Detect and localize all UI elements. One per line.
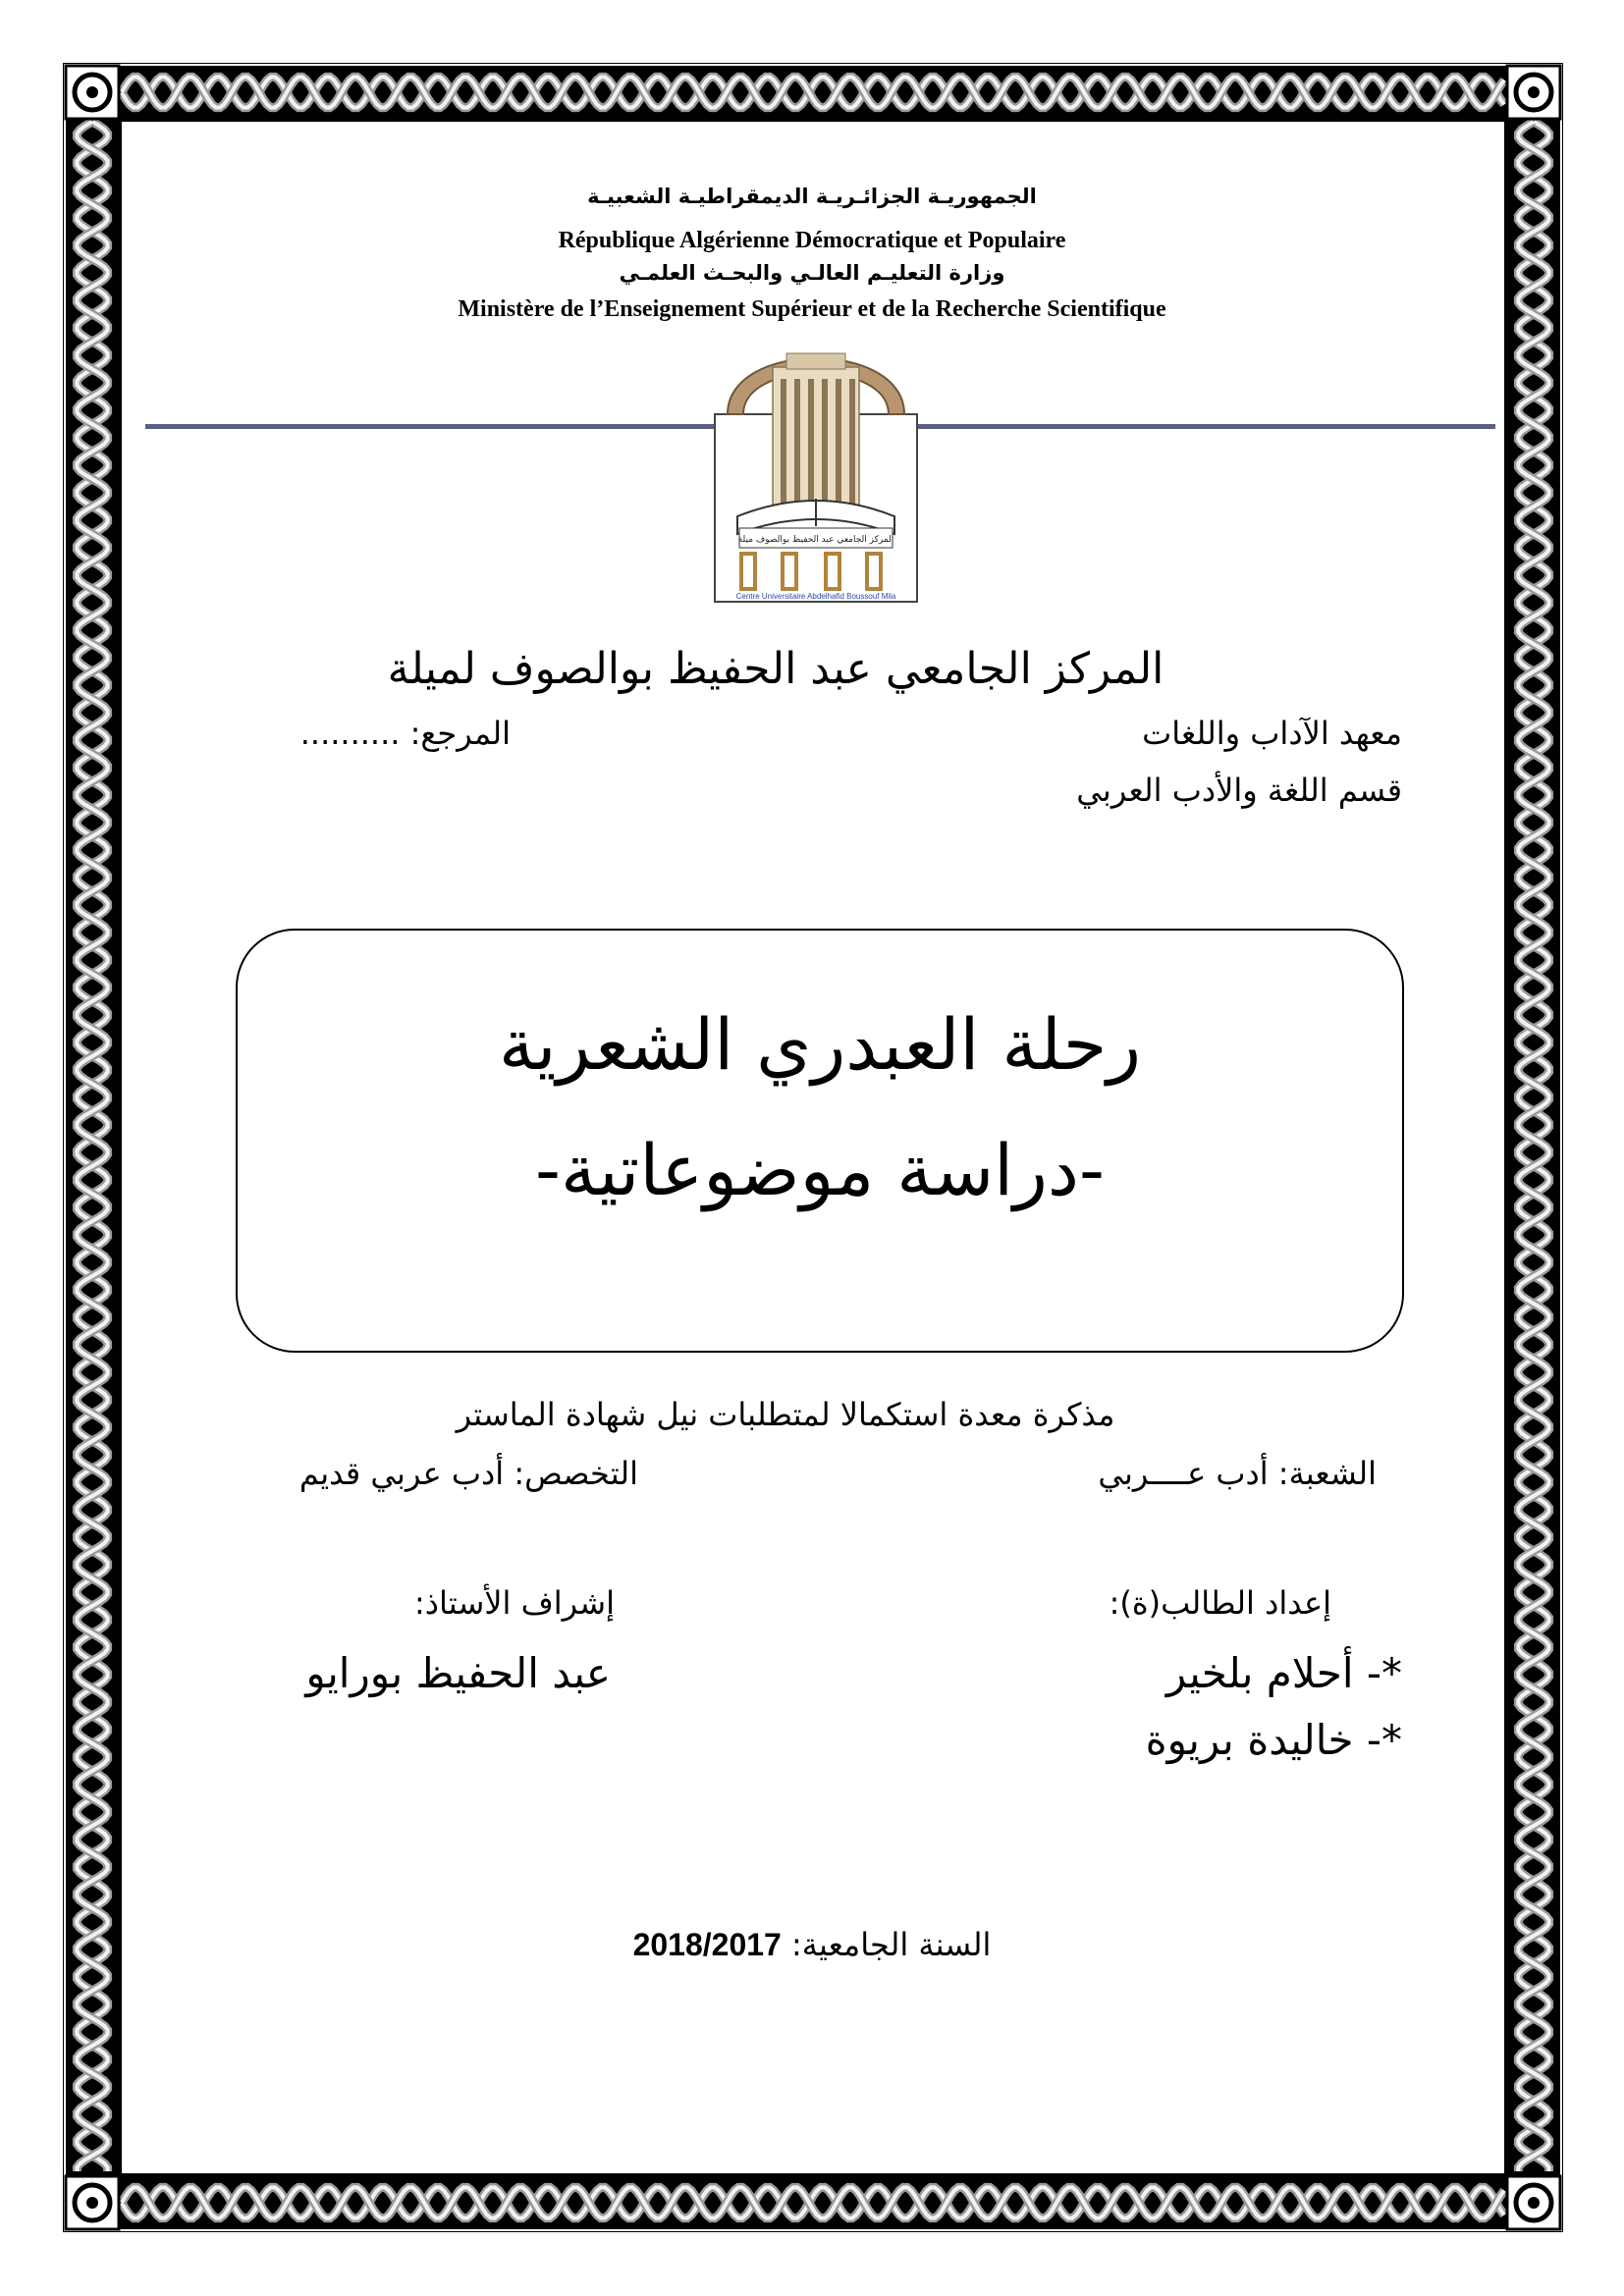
- reference-label: المرجع: ..........: [299, 715, 511, 752]
- republic-french: République Algérienne Démocratique et Populaire: [558, 228, 1066, 253]
- thesis-subtitle: -دراسة موضوعاتية-: [535, 1129, 1105, 1211]
- students-label: إعداد الطالب(ة):: [1109, 1584, 1331, 1622]
- header-rule-left: [145, 424, 715, 429]
- supervisor-name: عبد الحفيظ بورايو: [305, 1649, 611, 1697]
- department-label: قسم اللغة والأدب العربي: [1076, 772, 1402, 809]
- ministry-arabic: وزارة التعليـم العالـي والبحـث العلمـي: [619, 261, 1005, 285]
- student-name-1: *- أحلام بلخير: [1165, 1649, 1402, 1697]
- thesis-purpose: مذكرة معدة استكمالا لمتطلبات نيل شهادة الماستر: [456, 1396, 1115, 1433]
- ministry-french: Ministère de l’Enseignement Supérieur et de la Recherche Scientifique: [458, 296, 1166, 322]
- academic-year: [0, 1926, 1624, 1963]
- institution-name: المركز الجامعي عبد الحفيظ بوالصوف لميلة: [387, 644, 1164, 694]
- student-name-2: *- خاليدة بريوة: [1145, 1716, 1402, 1764]
- logo-emblem-text: المركز الجامعي عبد الحفيظ بوالصوف ميلة: [737, 535, 894, 545]
- branch-label: الشعبة: أدب عــــربي: [1098, 1455, 1377, 1492]
- specialty-label: التخصص: أدب عربي قديم: [298, 1455, 638, 1492]
- academic-year-value: 2018/2017: [632, 1927, 782, 1962]
- header-rule-right: [918, 424, 1495, 429]
- logo-caption: Centre Universitaire Abdelhafid Boussouf Mila: [735, 592, 896, 601]
- republic-arabic: الجمهوريـة الجزائـريـة الديمقراطيـة الشعبيـة: [587, 185, 1037, 208]
- university-logo: [714, 320, 918, 603]
- supervisor-label: إشراف الأستاذ:: [414, 1584, 615, 1622]
- institute-label: معهد الآداب واللغات: [1142, 715, 1402, 752]
- academic-year-label: السنة الجامعية:: [781, 1926, 992, 1963]
- thesis-title: رحلة العبدري الشعرية: [498, 1003, 1142, 1086]
